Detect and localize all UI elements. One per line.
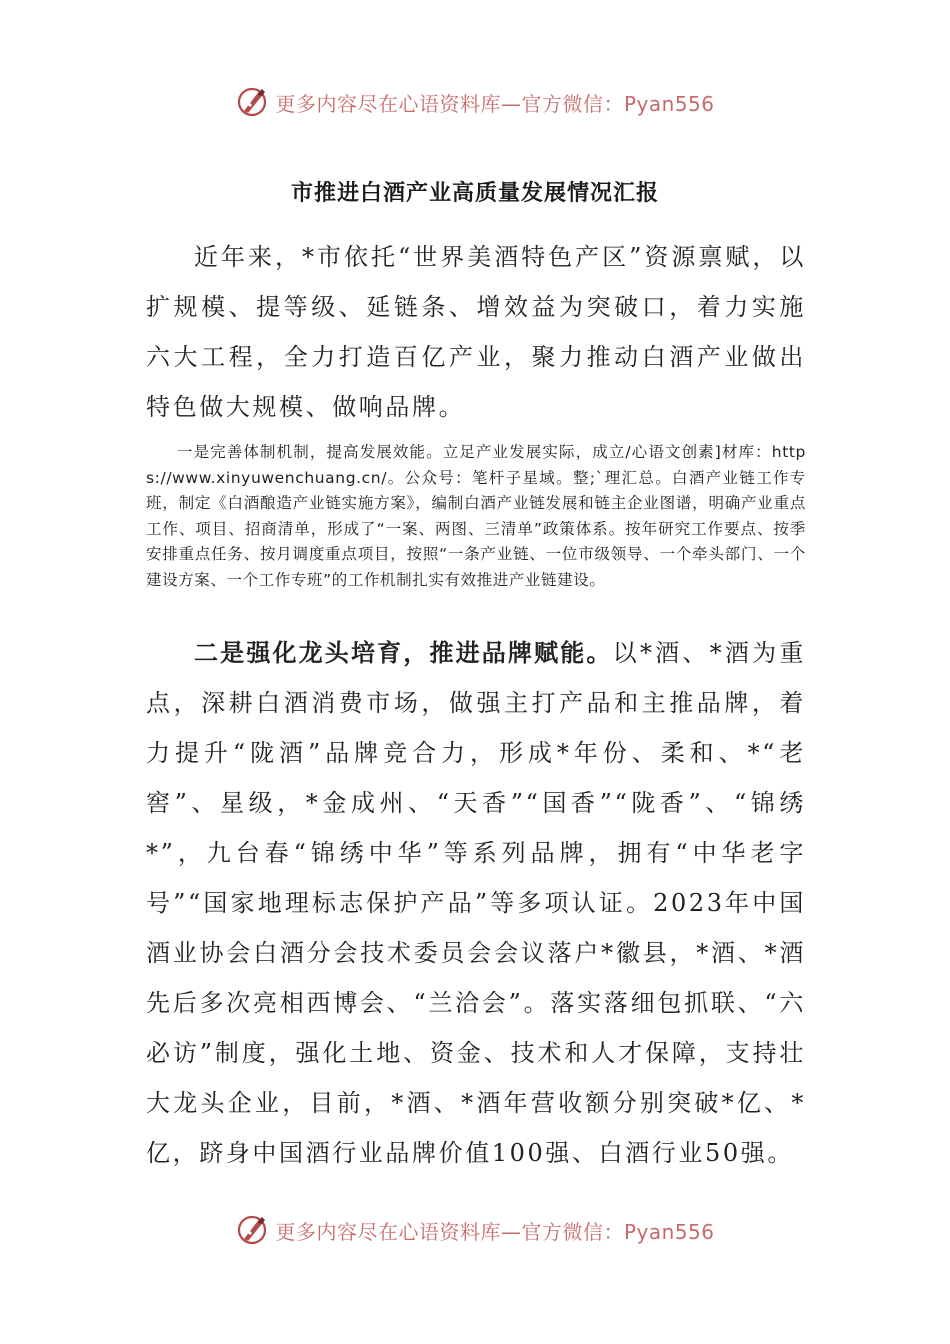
document-title: 市推进白酒产业高质量发展情况汇报 <box>290 181 659 206</box>
banner-text: 更多内容尽在心语资料库—官方微信：Pyan556 <box>275 1219 715 1244</box>
wechat-id: Pyan556 <box>623 1219 715 1244</box>
pen-nib-circle-icon <box>235 1213 269 1247</box>
footer-banner <box>0 1210 950 1250</box>
section-2-paragraph <box>146 628 806 1178</box>
pen-nib-circle-icon <box>235 85 269 119</box>
wechat-id: Pyan556 <box>623 91 715 116</box>
section-1-block <box>146 440 806 593</box>
intro-paragraph-block <box>146 232 806 432</box>
section-1-paragraph: 一是完善体制机制，提高发展效能。立足产业发展实际，成立/心语文创素]材库：https://www.xinyuwenchuang.cn/。公众号：笔杆子星域。整;`理汇总。白酒产业链工作专班，制定《白酒酿造产业链实施方案》，编制白酒产业链发展和链主企业图谱，明确产业重点工作、项目、招商清单，形成了“一案、两图、三清单”政策体系。按年研究工作要点、按季安排重点任务、按月调度重点项目，按照“一条产业链、一位市级领导、一个牵头部门、一个建设方案、一个工作专班”的工作机制扎实有效推进产业链建设。 <box>146 443 806 589</box>
section-2-lead: 二是强化龙头培育，推进品牌赋能。 <box>194 639 613 667</box>
section-2-block <box>146 628 806 1178</box>
intro-paragraph: 近年来，*市依托“世界美酒特色产区”资源禀赋，以扩规模、提等级、延链条、增效益为突破口，着力实施六大工程，全力打造百亿产业，聚力推动白酒产业做出特色做大规模、做响品牌。 <box>146 243 806 421</box>
header-banner <box>0 82 950 122</box>
banner-text: 更多内容尽在心语资料库—官方微信：Pyan556 <box>275 91 715 116</box>
section-2-body: 以*酒、*酒为重点，深耕白酒消费市场，做强主打产品和主推品牌，着力提升“陇酒”品牌竞合力，形成*年份、柔和、*“老窖”、星级，*金成州、“天香”“国香”“陇香”、“锦绣*”，九台春“锦绣中华”等系列品牌，拥有“中华老字号”“国家地理标志保护产品”等多项认证。2023年中国酒业协会白酒分会技术委员会会议落户*徽县，*酒、*酒先后多次亮相西博会、“兰洽会”。落实落细包抓联、“六必访”制度，强化土地、资金、技术和人才保障，支持壮大龙头企业，目前，*酒、*酒年营收额分别突破*亿、*亿，跻身中国酒行业品牌价值100强、白酒行业50强。 <box>146 639 806 1167</box>
